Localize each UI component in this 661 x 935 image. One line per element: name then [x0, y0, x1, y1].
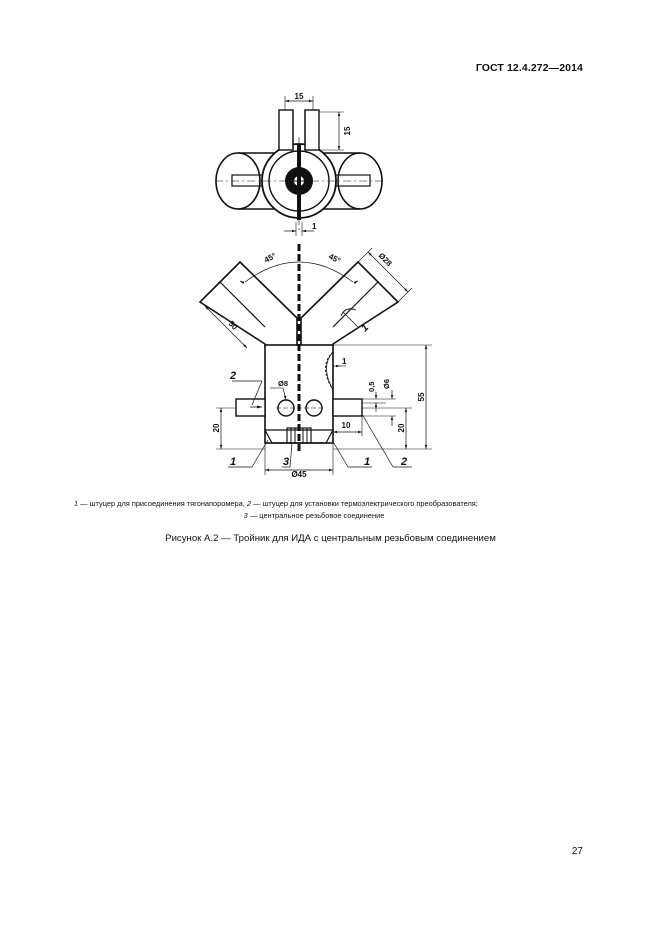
callout-2-left: 2: [230, 370, 237, 382]
left-slot: [232, 175, 266, 186]
legend-text-2: — штуцер для установки термоэлектрического преобразователя;: [251, 499, 478, 508]
right-arm: [301, 262, 398, 346]
legend-text-1: — штуцер для присоединения тягонапоромера,: [78, 499, 247, 508]
dim-d28: Ø28: [376, 251, 394, 269]
top-nozzle-left: [279, 110, 293, 150]
callout-1-left: 1: [230, 456, 237, 468]
legend-text-3: — центральное резьбовое соединение: [247, 511, 385, 520]
callout-1-upper: 1: [359, 322, 372, 335]
dim-1-notch: 1: [342, 357, 347, 366]
dim-20-left: 20: [212, 423, 221, 433]
dim-55: 55: [417, 392, 426, 402]
legend-number-3: 3: [243, 511, 248, 520]
dim-d45: Ø45: [291, 470, 307, 479]
dim-angle-right: 45°: [327, 251, 342, 266]
callout-2-right: 2: [401, 456, 408, 468]
document-header: ГОСТ 12.4.272—2014: [475, 62, 583, 74]
dim-20-right: 20: [397, 423, 406, 433]
left-side-nozzle: [236, 399, 265, 416]
dim-0-5: 0,5: [367, 381, 376, 392]
page-number: 27: [571, 846, 583, 857]
legend-line-1: [74, 498, 594, 510]
legend-number-1: 1: [74, 499, 79, 508]
dim-10: 10: [341, 421, 351, 430]
dim-1-top: 1: [312, 222, 317, 231]
right-slot: [334, 175, 370, 186]
top-nozzle-right: [305, 110, 319, 150]
figure-caption: Рисунок А.2 — Тройник для ИДА с центральным резьбовым соединением: [165, 533, 496, 544]
dim-15-side: 15: [343, 126, 352, 136]
figure-legend: [74, 498, 594, 522]
dim-15-top: 15: [294, 92, 304, 101]
right-side-nozzle: [333, 399, 362, 416]
left-arm: [200, 262, 297, 346]
front-view: [200, 244, 432, 475]
legend-line-2: [74, 510, 554, 522]
dim-angle-left: 45°: [262, 251, 278, 265]
dim-d6: Ø6: [382, 378, 391, 389]
callout-3: 3: [283, 456, 290, 468]
legend-number-2: 2: [246, 499, 251, 508]
callout-1-right: 1: [364, 456, 371, 468]
dim-d8: Ø8: [278, 379, 289, 388]
dim-50: 50: [226, 319, 240, 332]
top-view: [215, 96, 385, 236]
